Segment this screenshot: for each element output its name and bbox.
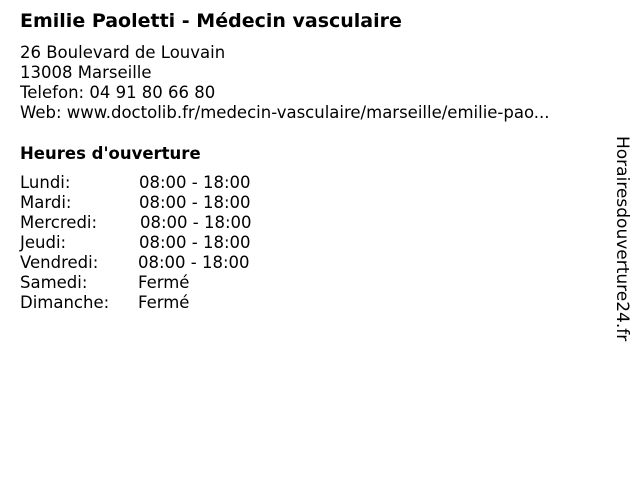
time-value: 08:00 - 18:00 <box>139 173 251 192</box>
address-city: 13008 Marseille <box>20 63 152 82</box>
time-value: Fermé <box>138 273 190 292</box>
day-label: Lundi: <box>20 173 71 192</box>
day-label: Mardi: <box>20 193 72 212</box>
day-label: Samedi: <box>20 273 88 292</box>
page-title: Emilie Paoletti - Médecin vasculaire <box>20 10 402 32</box>
phone-number[interactable]: Telefon: 04 91 80 66 80 <box>20 83 216 102</box>
time-value: Fermé <box>138 293 190 312</box>
time-value: 08:00 - 18:00 <box>139 233 251 252</box>
day-label: Vendredi: <box>20 253 99 272</box>
time-value: 08:00 - 18:00 <box>140 213 252 232</box>
time-value: 08:00 - 18:00 <box>139 193 251 212</box>
day-label: Dimanche: <box>20 293 110 312</box>
website-link[interactable]: Web: www.doctolib.fr/medecin-vasculaire/marseille/emilie-pao... <box>20 103 550 122</box>
time-value: 08:00 - 18:00 <box>138 253 250 272</box>
opening-hours-heading: Heures d'ouverture <box>20 144 201 163</box>
day-label: Jeudi: <box>20 233 67 252</box>
day-label: Mercredi: <box>20 213 98 232</box>
contact-info <box>20 43 550 123</box>
address-street: 26 Boulevard de Louvain <box>20 43 226 62</box>
site-watermark: Horairesdouverture24.fr <box>612 136 632 342</box>
